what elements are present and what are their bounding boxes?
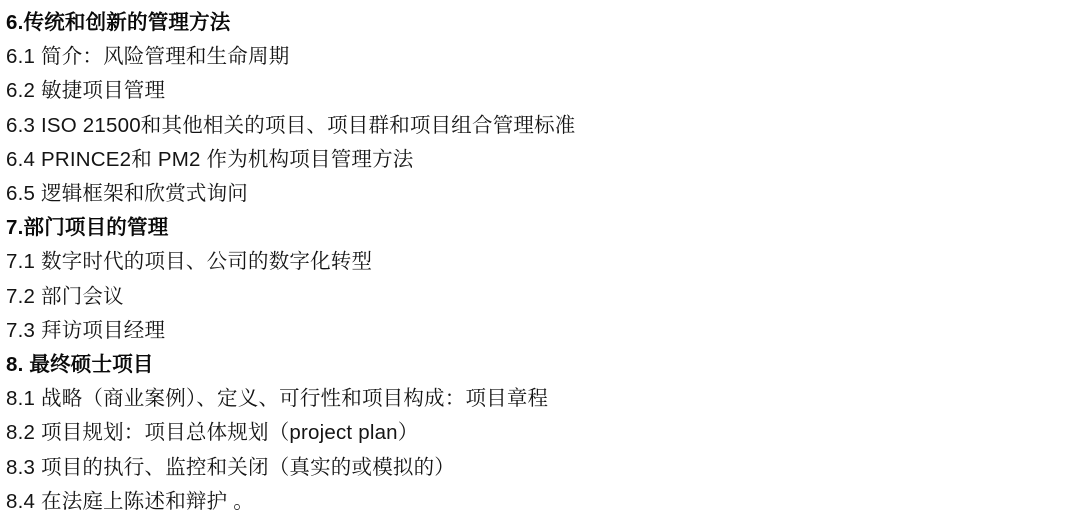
section-heading: 6.传统和创新的管理方法 (6, 11, 231, 34)
outline-item: 7.3 拜访项目经理 (6, 318, 166, 342)
outline-item: 6.3 ISO 21500和其他相关的项目、项目群和项目组合管理标准 (6, 113, 576, 137)
outline-item: 6.5 逻辑框架和欣赏式询问 (6, 182, 248, 206)
outline-item: 6.1 简介：风险管理和生命周期 (6, 45, 290, 69)
outline-item: 7.2 部门会议 (6, 284, 124, 308)
outline-item: 7.1 数字时代的项目、公司的数字化转型 (6, 250, 373, 274)
outline-item: 8.3 项目的执行、监控和关闭（真实的或模拟的） (6, 455, 455, 479)
section-heading: 7.部门项目的管理 (6, 216, 169, 240)
outline-item: 8.4 在法庭上陈述和辩护 。 (6, 489, 254, 513)
outline-item: 8.1 战略（商业案例）、定义、可行性和项目构成：项目章程 (6, 387, 549, 411)
outline-item: 6.2 敏捷项目管理 (6, 79, 166, 103)
outline-item: 6.4 PRINCE2和 PM2 作为机构项目管理方法 (6, 147, 414, 171)
outline-item: 8.2 项目规划：项目总体规划（project plan） (6, 421, 419, 445)
section-heading: 8. 最终硕士项目 (6, 353, 154, 377)
